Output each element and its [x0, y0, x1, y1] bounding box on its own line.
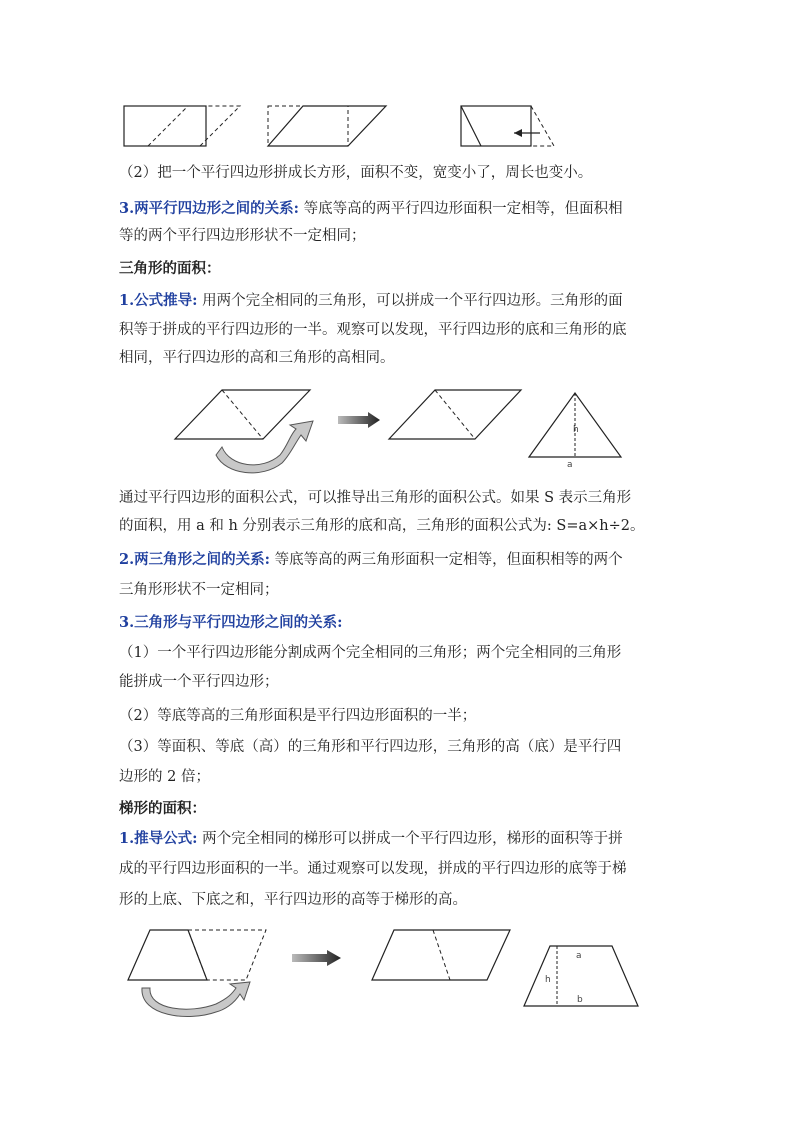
height-label-h: h [573, 425, 579, 435]
heading-triangle-parallelogram-relation: 3.三角形与平行四边形之间的关系: [119, 614, 343, 631]
text-line-14: 能拼成一个平行四边形； [119, 674, 279, 690]
section-title-triangle-area: 三角形的面积： [119, 260, 221, 277]
text-line-2 [119, 199, 623, 219]
text-line-11: 三角形形状不一定相同； [119, 582, 279, 598]
height-label-h: h [545, 975, 551, 985]
top-base-label-a: a [576, 951, 582, 961]
text-line-16: （3）等面积、等底（高）的三角形和平行四边形，三角形的高（底）是平行四 [119, 739, 622, 755]
text-line-5-rest: 用两个完全相同的三角形，可以拼成一个平行四边形。三角形的面 [197, 293, 623, 309]
text-line-13: （1）一个平行四边形能分割成两个完全相同的三角形；两个完全相同的三角形 [119, 645, 622, 661]
text-line-21: 形的上底、下底之和，平行四边形的高等于梯形的高。 [119, 892, 467, 908]
text-line-5 [119, 291, 623, 311]
text-line-10-rest: 等底等高的两三角形面积一定相等，但面积相等的两个 [270, 552, 623, 568]
text-line-2-rest: 等底等高的两平行四边形面积一定相等，但面积相 [299, 201, 623, 217]
text-line-1: （2）把一个平行四边形拼成长方形，面积不变，宽变小了，周长也变小。 [119, 165, 593, 181]
text-line-17: 边形的 2 倍； [119, 769, 210, 785]
section-title-trapezoid-area: 梯形的面积： [119, 800, 206, 817]
text-line-20: 成的平行四边形面积的一半。通过观察可以发现，拼成的平行四边形的底等于梯 [119, 861, 627, 877]
text-line-19-rest: 两个完全相同的梯形可以拼成一个平行四边形，梯形的面积等于拼 [197, 831, 623, 847]
text-line-7: 相同，平行四边形的高和三角形的高相同。 [119, 350, 395, 366]
text-line-19 [119, 829, 623, 849]
heading-formula-derivation: 1.公式推导: [119, 292, 198, 309]
figure-parallelogram-to-rectangle [118, 100, 568, 150]
base-label-a: a [567, 460, 573, 470]
heading-triangle-relation: 2.两三角形之间的关系: [119, 551, 270, 568]
text-line-10 [119, 550, 623, 570]
text-line-9: 的面积，用 a 和 h 分别表示三角形的底和高，三角形的面积公式为: S=a×h÷2。 [119, 518, 645, 534]
text-line-3: 等的两个平行四边形形状不一定相同； [119, 228, 366, 244]
text-line-6: 积等于拼成的平行四边形的一半。观察可以发现，平行四边形的底和三角形的底 [119, 322, 627, 338]
bottom-base-label-b: b [577, 995, 583, 1005]
text-line-8: 通过平行四边形的面积公式，可以推导出三角形的面积公式。如果 S 表示三角形 [119, 490, 632, 506]
text-line-15: （2）等底等高的三角形面积是平行四边形面积的一半； [119, 708, 477, 724]
figure-trapezoids-to-parallelogram [120, 922, 645, 1017]
heading-parallelogram-relation: 3.两平行四边形之间的关系: [119, 200, 299, 217]
heading-derive-formula: 1.推导公式: [119, 830, 198, 847]
figure-triangles-to-parallelogram [170, 385, 630, 470]
